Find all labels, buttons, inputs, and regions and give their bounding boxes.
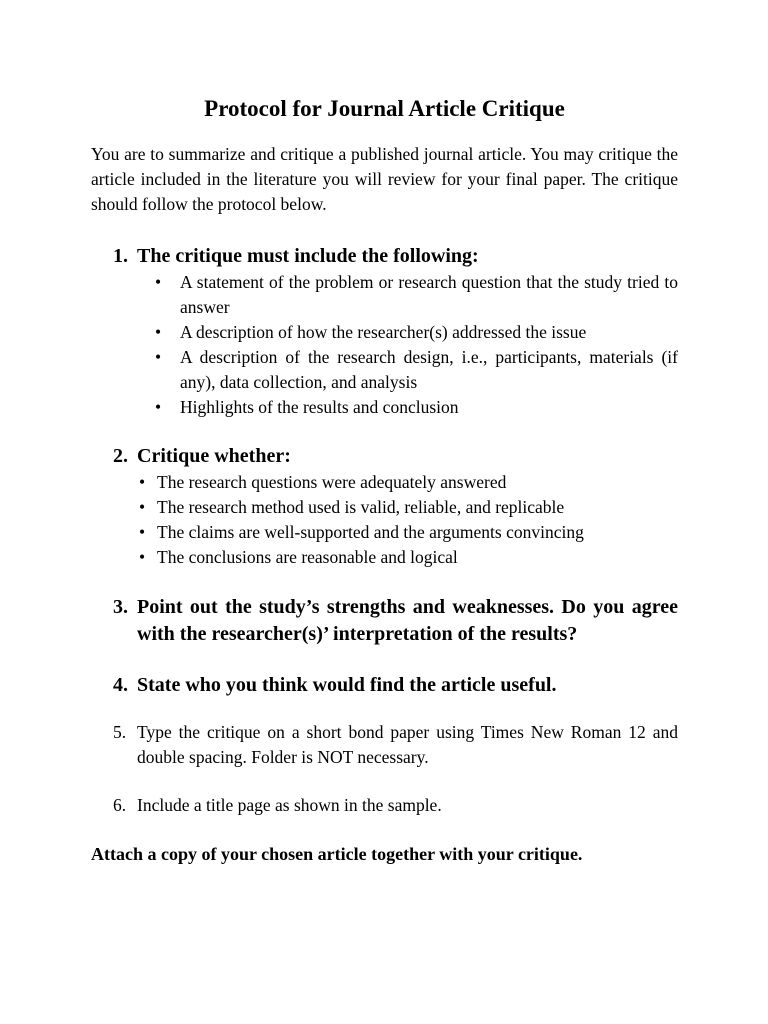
section-number: 2. [113,445,128,467]
bullet-icon: • [155,322,162,342]
list-item-text: The conclusions are reasonable and logical [157,547,458,567]
numbered-item [113,793,678,818]
list-item [155,270,678,320]
section-heading-text: The critique must include the following: [137,245,479,267]
section-heading-text: State who you think would find the article useful. [137,674,557,696]
list-item [139,520,678,545]
bullet-icon: • [139,497,146,517]
section-1 [113,243,678,420]
section-4 [113,672,678,699]
list-item [155,345,678,395]
bullet-icon: • [139,547,146,567]
list-item-text: Highlights of the results and conclusion [180,397,459,417]
section-heading-text: Critique whether: [137,445,291,467]
section-heading [113,443,678,470]
section-2 [113,443,678,570]
section-number: 1. [113,245,128,267]
section-heading-text: Point out the study’s strengths and weaknesses. Do you agree with the researcher(s)’ interpretation of the results? [137,596,678,645]
list-item-text: A description of the research design, i.e., participants, materials (if any), data collection, and analysis [180,347,678,392]
list-item-text: The research method used is valid, reliable, and replicable [157,497,565,517]
list-item-text: The research questions were adequately answered [157,472,507,492]
section-number: 4. [113,674,128,696]
list-item-text: The claims are well-supported and the arguments convincing [157,522,584,542]
bullet-list [155,270,678,420]
section-6 [113,793,678,818]
bullet-icon: • [139,472,146,492]
list-item [155,395,678,420]
list-item [139,545,678,570]
item-number: 6. [113,795,127,815]
list-item [139,495,678,520]
bullet-icon: • [155,347,162,367]
list-item [139,470,678,495]
section-number: 3. [113,596,128,618]
closing-statement: Attach a copy of your chosen article together with your critique. [91,844,583,864]
section-heading [113,243,678,270]
section-heading [113,672,678,699]
section-heading [113,594,678,648]
item-text: Include a title page as shown in the sample. [137,795,442,815]
item-number: 5. [113,722,127,742]
section-3 [113,594,678,648]
intro-paragraph: You are to summarize and critique a published journal article. You may critique the article included in the literature you will review for your final paper. The critique should follow the protocol below. [91,144,678,214]
list-item-text: A statement of the problem or research question that the study tried to answer [180,272,678,317]
item-text: Type the critique on a short bond paper using Times New Roman 12 and double spacing. Folder is NOT necessary. [137,722,678,767]
bullet-icon: • [155,397,162,417]
bullet-list [139,470,678,570]
bullet-icon: • [139,522,146,542]
list-item [155,320,678,345]
numbered-item [113,720,678,770]
bullet-icon: • [155,272,162,292]
list-item-text: A description of how the researcher(s) addressed the issue [180,322,587,342]
section-5 [113,720,678,770]
page-title: Protocol for Journal Article Critique [204,96,565,121]
